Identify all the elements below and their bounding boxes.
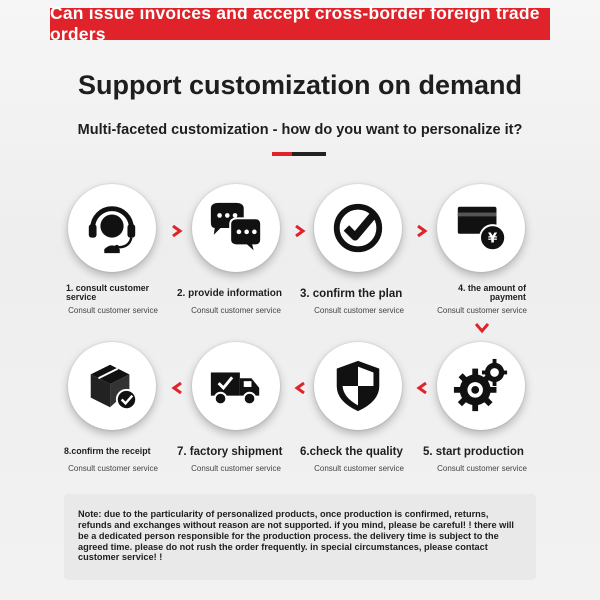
package-icon <box>83 357 141 415</box>
chat-bubbles-icon <box>207 199 265 257</box>
step-2-sublabel: Consult customer service <box>191 306 281 315</box>
step-5-label: 5. start production <box>423 446 524 458</box>
chevron-down-icon <box>475 322 489 334</box>
truck-icon <box>207 357 265 415</box>
chevron-left-icon <box>294 382 306 394</box>
step-3-label: 3. confirm the plan <box>300 288 403 300</box>
step-7-sublabel: Consult customer service <box>191 464 281 473</box>
step-4-label: 4. the amount of payment <box>458 283 526 303</box>
shield-icon <box>329 357 387 415</box>
step-6-sublabel: Consult customer service <box>314 464 404 473</box>
check-circle-icon <box>329 199 387 257</box>
step-6-label: 6.check the quality <box>300 446 403 458</box>
chevron-right-icon <box>294 225 306 237</box>
step-8-circle <box>68 342 156 430</box>
step-1-circle <box>68 184 156 272</box>
step-1-sublabel: Consult customer service <box>68 306 158 315</box>
gears-icon <box>452 357 510 415</box>
top-banner <box>50 3 550 44</box>
svg-text:¥: ¥ <box>487 230 498 247</box>
step-7-circle <box>192 342 280 430</box>
step-8-sublabel: Consult customer service <box>68 464 158 473</box>
chevron-right-icon <box>171 225 183 237</box>
step-2-circle <box>192 184 280 272</box>
step-1-label: 1. consult customer service <box>66 283 150 303</box>
step-5-sublabel: Consult customer service <box>437 464 527 473</box>
step-8-label: 8.confirm the receipt <box>64 446 151 456</box>
page-subtitle: Multi-faceted customization - how do you want to personalize it? <box>77 122 523 138</box>
step-6-circle <box>314 342 402 430</box>
step-5-circle <box>437 342 525 430</box>
chevron-right-icon <box>416 225 428 237</box>
note-box <box>64 494 536 580</box>
note-text: Note: due to the particularity of personalized products, once production is confirmed, returns, refunds and exchanges without reason are not supported. if you mind, please be careful! ! there will be a dedicated person responsible for the production process. the delivery time is subject to the agreed time. please do not rush the order frequently. in special circumstances, please contact customer service! ! <box>78 509 514 563</box>
page-title: Support customization on demand <box>78 70 522 100</box>
payment-icon <box>452 199 510 257</box>
step-4-circle <box>437 184 525 272</box>
accent-bar-red <box>272 152 292 156</box>
step-7-label: 7. factory shipment <box>177 446 283 458</box>
step-4-sublabel: Consult customer service <box>437 306 527 315</box>
step-2-label: 2. provide information <box>177 288 283 299</box>
chevron-left-icon <box>171 382 183 394</box>
accent-bar-dark <box>292 152 326 156</box>
chevron-left-icon <box>416 382 428 394</box>
banner-text: Can issue invoices and accept cross-border foreign trade orders <box>50 3 540 44</box>
headset-icon <box>83 199 141 257</box>
step-3-circle <box>314 184 402 272</box>
step-3-sublabel: Consult customer service <box>314 306 404 315</box>
